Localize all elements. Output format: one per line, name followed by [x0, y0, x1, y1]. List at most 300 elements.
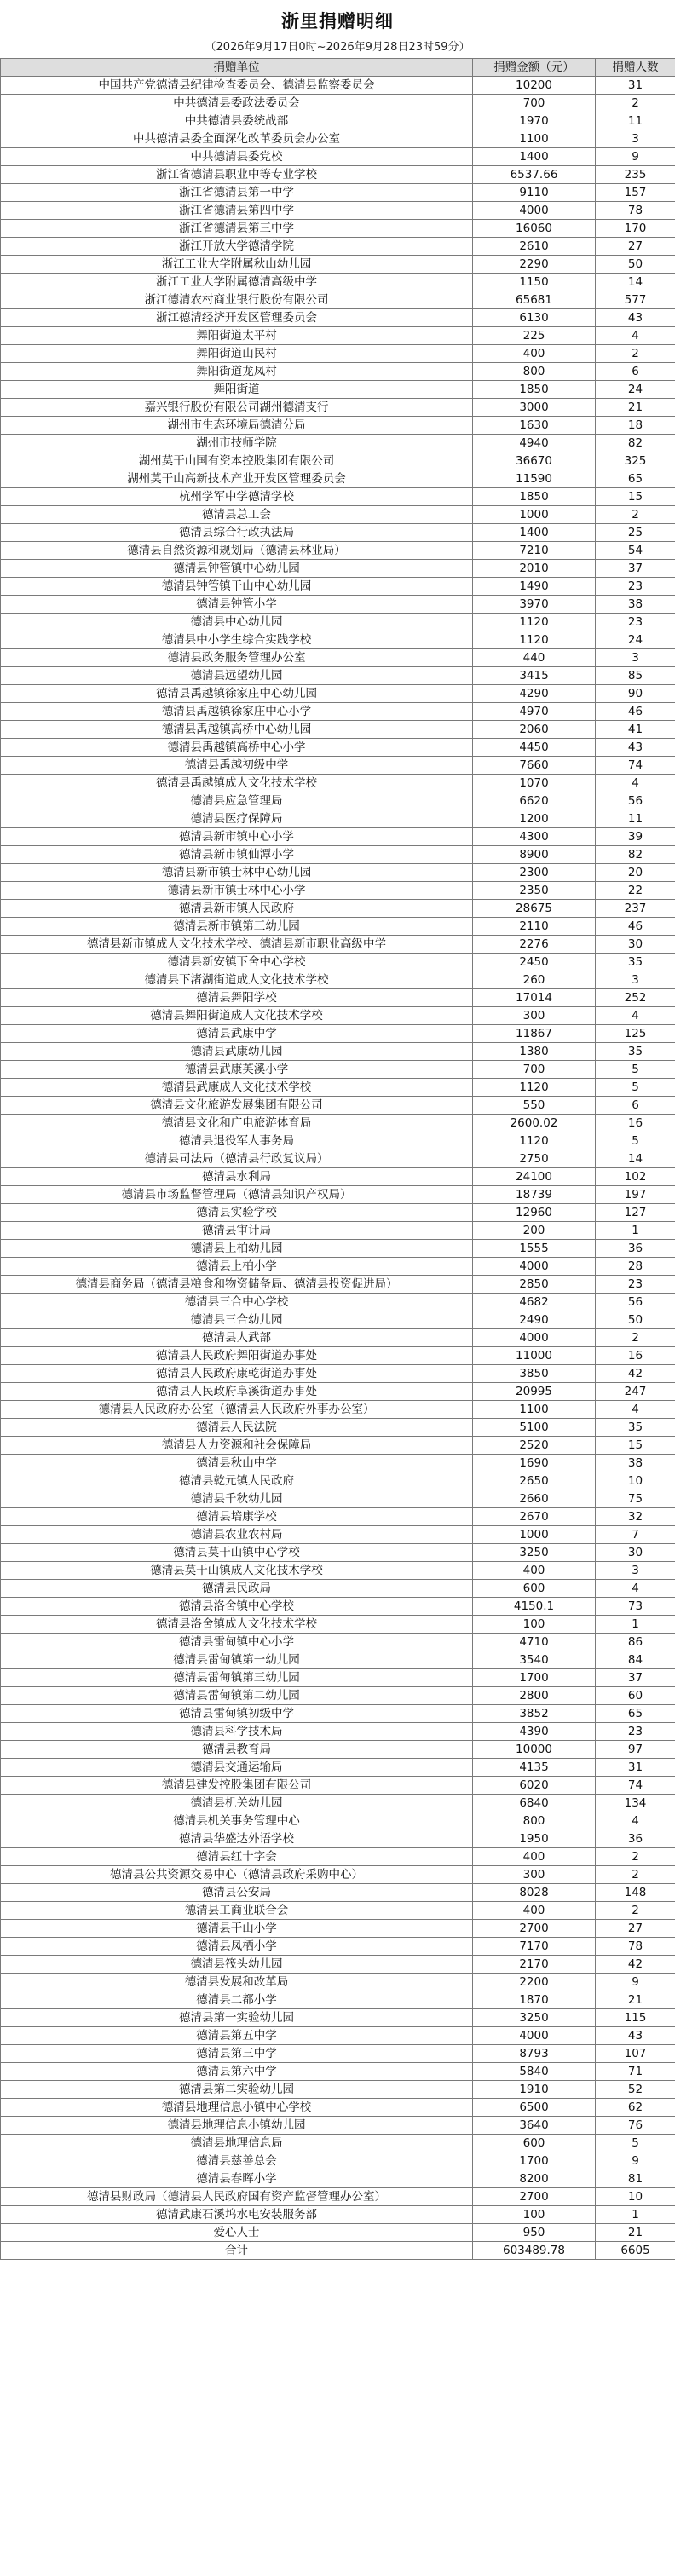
- donor-unit-cell: 浙江德清经济开发区管理委员会: [1, 309, 473, 327]
- table-row: [1, 2224, 675, 2242]
- donor-unit-cell: 德清县禹越镇高桥中心小学: [1, 739, 473, 757]
- donor-unit-cell: 德清县筏头幼儿园: [1, 1956, 473, 1974]
- donation-amount-cell: 4300: [473, 828, 596, 846]
- donor-unit-cell: 浙江开放大学德清学院: [1, 238, 473, 256]
- donation-amount-cell: 2520: [473, 1437, 596, 1455]
- donor-count-cell: 97: [596, 1741, 675, 1759]
- donor-unit-cell: 中共德清县委党校: [1, 148, 473, 166]
- donor-unit-cell: 德清县新市镇士林中心小学: [1, 882, 473, 900]
- donor-count-cell: 102: [596, 1168, 675, 1186]
- table-row: [1, 2099, 675, 2117]
- donor-count-cell: 235: [596, 166, 675, 184]
- donor-count-cell: 38: [596, 596, 675, 614]
- table-row: [1, 202, 675, 220]
- donor-count-cell: 4: [596, 775, 675, 792]
- donor-unit-cell: 德清县公共资源交易中心（德清县政府采购中心）: [1, 1866, 473, 1884]
- table-row: [1, 2063, 675, 2081]
- donor-unit-cell: 德清县工商业联合会: [1, 1902, 473, 1920]
- donor-unit-cell: 德清县远望幼儿园: [1, 667, 473, 685]
- donation-amount-cell: 4000: [473, 2027, 596, 2045]
- donor-count-cell: 134: [596, 1795, 675, 1812]
- table-row: [1, 1186, 675, 1204]
- table-row: [1, 2170, 675, 2188]
- table-row: [1, 2081, 675, 2099]
- donor-unit-cell: 德清县培康学校: [1, 1508, 473, 1526]
- donor-count-cell: 36: [596, 1240, 675, 1258]
- donation-amount-cell: 1400: [473, 148, 596, 166]
- donor-unit-cell: 德清县交通运输局: [1, 1759, 473, 1777]
- donor-unit-cell: 德清县钟管镇中心幼儿园: [1, 560, 473, 578]
- donation-amount-cell: 1100: [473, 1401, 596, 1419]
- donor-unit-cell: 舞阳街道山民村: [1, 345, 473, 363]
- donor-count-cell: 74: [596, 757, 675, 775]
- donation-amount-cell: 2600.02: [473, 1115, 596, 1132]
- donor-unit-cell: 中国共产党德清县纪律检查委员会、德清县监察委员会: [1, 77, 473, 95]
- table-row: [1, 148, 675, 166]
- donation-amount-cell: 2350: [473, 882, 596, 900]
- donor-count-cell: 4: [596, 1007, 675, 1025]
- donation-amount-cell: 300: [473, 1007, 596, 1025]
- donation-amount-cell: 2010: [473, 560, 596, 578]
- donor-unit-cell: 德清县政务服务管理办公室: [1, 649, 473, 667]
- donation-amount-cell: 4000: [473, 1258, 596, 1276]
- donor-unit-cell: 德清县红十字会: [1, 1848, 473, 1866]
- donor-unit-cell: 德清县第一实验幼儿园: [1, 2009, 473, 2027]
- table-row: [1, 1276, 675, 1294]
- donor-unit-cell: 德清县总工会: [1, 506, 473, 524]
- donation-amount-cell: 8200: [473, 2170, 596, 2188]
- table-row: [1, 1562, 675, 1580]
- table-row: [1, 1902, 675, 1920]
- donation-amount-cell: 1150: [473, 274, 596, 291]
- donor-unit-cell: 德清县新市镇人民政府: [1, 900, 473, 918]
- table-row: [1, 1848, 675, 1866]
- donation-amount-cell: 2110: [473, 918, 596, 936]
- table-row: [1, 417, 675, 435]
- donation-amount-cell: 1000: [473, 1526, 596, 1544]
- donor-unit-cell: 德清县综合行政执法局: [1, 524, 473, 542]
- donation-amount-cell: 3852: [473, 1705, 596, 1723]
- donor-count-cell: 10: [596, 1472, 675, 1490]
- table-row: [1, 1472, 675, 1490]
- donor-unit-cell: 德清县建发控股集团有限公司: [1, 1777, 473, 1795]
- donor-count-cell: 197: [596, 1186, 675, 1204]
- donor-unit-cell: 德清县乾元镇人民政府: [1, 1472, 473, 1490]
- donor-count-cell: 5: [596, 1079, 675, 1097]
- table-row: [1, 1508, 675, 1526]
- table-row: [1, 1723, 675, 1741]
- table-row: [1, 1759, 675, 1777]
- donor-count-cell: 2: [596, 1329, 675, 1347]
- donor-count-cell: 27: [596, 1920, 675, 1938]
- donor-unit-cell: 德清县教育局: [1, 1741, 473, 1759]
- donation-amount-cell: 4940: [473, 435, 596, 452]
- donation-amount-cell: 400: [473, 345, 596, 363]
- donation-amount-cell: 700: [473, 95, 596, 112]
- donor-count-cell: 37: [596, 560, 675, 578]
- donor-count-cell: 24: [596, 631, 675, 649]
- column-header-amount: 捐赠金额（元）: [473, 59, 596, 77]
- donor-count-cell: 2: [596, 1866, 675, 1884]
- donation-amount-cell: 100: [473, 2206, 596, 2224]
- table-row: [1, 2135, 675, 2152]
- donor-unit-cell: 德清县三合幼儿园: [1, 1311, 473, 1329]
- donor-unit-cell: 中共德清县委统战部: [1, 112, 473, 130]
- table-header-row: [1, 59, 675, 77]
- donor-unit-cell: 德清县科学技术局: [1, 1723, 473, 1741]
- donor-count-cell: 16: [596, 1347, 675, 1365]
- donor-unit-cell: 德清县公安局: [1, 1884, 473, 1902]
- table-row: [1, 220, 675, 238]
- table-row: [1, 1258, 675, 1276]
- donation-amount-cell: 4290: [473, 685, 596, 703]
- donation-amount-cell: 1400: [473, 524, 596, 542]
- donation-amount-cell: 1490: [473, 578, 596, 596]
- table-row: [1, 792, 675, 810]
- donor-unit-cell: 德清县禹越镇高桥中心幼儿园: [1, 721, 473, 739]
- donation-amount-cell: 3640: [473, 2117, 596, 2135]
- column-header-unit: 捐赠单位: [1, 59, 473, 77]
- table-row: [1, 685, 675, 703]
- table-row: [1, 363, 675, 381]
- table-row: [1, 882, 675, 900]
- donation-amount-cell: 1870: [473, 1991, 596, 2009]
- donor-unit-cell: 德清县民政局: [1, 1580, 473, 1598]
- donor-unit-cell: 德清县应急管理局: [1, 792, 473, 810]
- donation-amount-cell: 1700: [473, 1669, 596, 1687]
- donor-unit-cell: 湖州莫干山高新技术产业开发区管理委员会: [1, 470, 473, 488]
- donor-count-cell: 43: [596, 739, 675, 757]
- table-row: [1, 2152, 675, 2170]
- donor-count-cell: 84: [596, 1651, 675, 1669]
- donor-unit-cell: 浙江工业大学附属德清高级中学: [1, 274, 473, 291]
- donation-amount-cell: 4682: [473, 1294, 596, 1311]
- donor-unit-cell: 德清县第二实验幼儿园: [1, 2081, 473, 2099]
- donation-amount-cell: 2490: [473, 1311, 596, 1329]
- table-row: [1, 1777, 675, 1795]
- donor-count-cell: 62: [596, 2099, 675, 2117]
- donation-amount-cell: 11867: [473, 1025, 596, 1043]
- donor-count-cell: 39: [596, 828, 675, 846]
- table-row: [1, 1168, 675, 1186]
- donation-amount-cell: 5840: [473, 2063, 596, 2081]
- donor-count-cell: 6: [596, 1097, 675, 1115]
- donor-count-cell: 23: [596, 578, 675, 596]
- donation-amount-cell: 2650: [473, 1472, 596, 1490]
- donor-unit-cell: 德清县武康英溪小学: [1, 1061, 473, 1079]
- table-row: [1, 667, 675, 685]
- donation-amount-cell: 20995: [473, 1383, 596, 1401]
- donation-amount-cell: 2300: [473, 864, 596, 882]
- donation-amount-cell: 4390: [473, 1723, 596, 1741]
- donation-amount-cell: 1120: [473, 614, 596, 631]
- donor-unit-cell: 德清县洛舍镇中心学校: [1, 1598, 473, 1616]
- table-row: [1, 166, 675, 184]
- donor-unit-cell: 德清县退役军人事务局: [1, 1132, 473, 1150]
- table-row: [1, 936, 675, 954]
- table-row: [1, 1383, 675, 1401]
- table-row: [1, 1311, 675, 1329]
- table-row: [1, 524, 675, 542]
- table-row: [1, 1795, 675, 1812]
- table-row: [1, 1991, 675, 2009]
- donor-count-cell: 43: [596, 2027, 675, 2045]
- total-count-cell: 6605: [596, 2242, 675, 2260]
- donor-unit-cell: 浙江省德清县第三中学: [1, 220, 473, 238]
- donor-unit-cell: 德清县发展和改革局: [1, 1974, 473, 1991]
- donor-count-cell: 148: [596, 1884, 675, 1902]
- donor-count-cell: 35: [596, 1043, 675, 1061]
- table-row: [1, 112, 675, 130]
- donation-amount-cell: 8900: [473, 846, 596, 864]
- table-row: [1, 596, 675, 614]
- table-row: [1, 631, 675, 649]
- donation-amount-cell: 16060: [473, 220, 596, 238]
- donor-count-cell: 3: [596, 971, 675, 989]
- table-row: [1, 1490, 675, 1508]
- donor-unit-cell: 浙江省德清县第四中学: [1, 202, 473, 220]
- donation-amount-cell: 400: [473, 1848, 596, 1866]
- table-row: [1, 739, 675, 757]
- donation-amount-cell: 3415: [473, 667, 596, 685]
- donor-count-cell: 23: [596, 614, 675, 631]
- donor-unit-cell: 舞阳街道龙凤村: [1, 363, 473, 381]
- donor-count-cell: 31: [596, 1759, 675, 1777]
- donor-count-cell: 5: [596, 1132, 675, 1150]
- table-row: [1, 542, 675, 560]
- donor-unit-cell: 德清县司法局（德清县行政复议局）: [1, 1150, 473, 1168]
- table-row: [1, 1974, 675, 1991]
- donation-amount-cell: 1630: [473, 417, 596, 435]
- donor-unit-cell: 德清县第六中学: [1, 2063, 473, 2081]
- donor-unit-cell: 德清县人民政府舞阳街道办事处: [1, 1347, 473, 1365]
- table-row: [1, 578, 675, 596]
- donor-count-cell: 577: [596, 291, 675, 309]
- table-row: [1, 1329, 675, 1347]
- donation-amount-cell: 950: [473, 2224, 596, 2242]
- table-row: [1, 1884, 675, 1902]
- table-row: [1, 1526, 675, 1544]
- donation-amount-cell: 6840: [473, 1795, 596, 1812]
- donation-amount-cell: 4450: [473, 739, 596, 757]
- table-row: [1, 1687, 675, 1705]
- table-row: [1, 1920, 675, 1938]
- donor-unit-cell: 德清县武康成人文化技术学校: [1, 1079, 473, 1097]
- table-row: [1, 381, 675, 399]
- table-row: [1, 1938, 675, 1956]
- donation-amount-cell: 260: [473, 971, 596, 989]
- donation-amount-cell: 1950: [473, 1830, 596, 1848]
- donor-unit-cell: 杭州学军中学德清学校: [1, 488, 473, 506]
- donor-count-cell: 52: [596, 2081, 675, 2099]
- donation-amount-cell: 2170: [473, 1956, 596, 1974]
- donor-count-cell: 247: [596, 1383, 675, 1401]
- donor-count-cell: 54: [596, 542, 675, 560]
- donor-count-cell: 90: [596, 685, 675, 703]
- donation-amount-cell: 1120: [473, 1079, 596, 1097]
- table-row: [1, 971, 675, 989]
- donor-count-cell: 3: [596, 1562, 675, 1580]
- table-row: [1, 470, 675, 488]
- donor-count-cell: 6: [596, 363, 675, 381]
- donation-amount-cell: 65681: [473, 291, 596, 309]
- donor-unit-cell: 德清县商务局（德清县粮食和物资储备局、德清县投资促进局）: [1, 1276, 473, 1294]
- donor-count-cell: 170: [596, 220, 675, 238]
- donation-amount-cell: 4000: [473, 1329, 596, 1347]
- donor-count-cell: 21: [596, 1991, 675, 2009]
- donor-unit-cell: 爱心人士: [1, 2224, 473, 2242]
- table-row: [1, 435, 675, 452]
- donor-count-cell: 1: [596, 1616, 675, 1634]
- table-row: [1, 864, 675, 882]
- donor-count-cell: 18: [596, 417, 675, 435]
- donor-count-cell: 9: [596, 2152, 675, 2170]
- donor-unit-cell: 德清县人民政府康乾街道办事处: [1, 1365, 473, 1383]
- donor-unit-cell: 德清县上柏幼儿园: [1, 1240, 473, 1258]
- donor-count-cell: 60: [596, 1687, 675, 1705]
- donor-unit-cell: 德清县雷甸镇初级中学: [1, 1705, 473, 1723]
- donation-amount-cell: 1690: [473, 1455, 596, 1472]
- donor-count-cell: 21: [596, 2224, 675, 2242]
- donor-count-cell: 20: [596, 864, 675, 882]
- donor-unit-cell: 德清县雷甸镇第一幼儿园: [1, 1651, 473, 1669]
- donor-unit-cell: 德清县钟管镇干山中心幼儿园: [1, 578, 473, 596]
- donor-count-cell: 115: [596, 2009, 675, 2027]
- donor-unit-cell: 德清县干山小学: [1, 1920, 473, 1938]
- donor-unit-cell: 德清县舞阳街道成人文化技术学校: [1, 1007, 473, 1025]
- donation-amount-cell: 550: [473, 1097, 596, 1115]
- table-row: [1, 649, 675, 667]
- donation-amount-cell: 2670: [473, 1508, 596, 1526]
- donor-count-cell: 4: [596, 1812, 675, 1830]
- donor-unit-cell: 德清县人民政府办公室（德清县人民政府外事办公室）: [1, 1401, 473, 1419]
- donor-unit-cell: 湖州市技师学院: [1, 435, 473, 452]
- donor-unit-cell: 嘉兴银行股份有限公司湖州德清支行: [1, 399, 473, 417]
- donor-count-cell: 127: [596, 1204, 675, 1222]
- donor-unit-cell: 德清县机关幼儿园: [1, 1795, 473, 1812]
- table-row: [1, 1025, 675, 1043]
- donation-amount-cell: 2700: [473, 2188, 596, 2206]
- donor-count-cell: 237: [596, 900, 675, 918]
- donor-unit-cell: 湖州莫干山国有资本控股集团有限公司: [1, 452, 473, 470]
- donor-unit-cell: 德清县中小学生综合实践学校: [1, 631, 473, 649]
- donor-unit-cell: 德清县文化和广电旅游体育局: [1, 1115, 473, 1132]
- table-row: [1, 1097, 675, 1115]
- total-row: [1, 2242, 675, 2260]
- table-row: [1, 1294, 675, 1311]
- donor-count-cell: 9: [596, 1974, 675, 1991]
- donor-count-cell: 9: [596, 148, 675, 166]
- donor-unit-cell: 德清县中心幼儿园: [1, 614, 473, 631]
- column-header-count: 捐赠人数: [596, 59, 675, 77]
- donation-amount-cell: 6130: [473, 309, 596, 327]
- donation-amount-cell: 700: [473, 1061, 596, 1079]
- donor-unit-cell: 德清县禹越镇徐家庄中心幼儿园: [1, 685, 473, 703]
- table-row: [1, 1651, 675, 1669]
- donor-unit-cell: 德清县农业农村局: [1, 1526, 473, 1544]
- table-row: [1, 1061, 675, 1079]
- donor-unit-cell: 德清县秋山中学: [1, 1455, 473, 1472]
- donor-count-cell: 30: [596, 936, 675, 954]
- donor-count-cell: 21: [596, 399, 675, 417]
- donation-amount-cell: 1850: [473, 488, 596, 506]
- donor-unit-cell: 德清县二都小学: [1, 1991, 473, 2009]
- donor-count-cell: 74: [596, 1777, 675, 1795]
- donor-count-cell: 65: [596, 470, 675, 488]
- table-row: [1, 238, 675, 256]
- donation-amount-cell: 12960: [473, 1204, 596, 1222]
- donor-unit-cell: 德清县新市镇士林中心幼儿园: [1, 864, 473, 882]
- donation-table: [0, 58, 675, 2260]
- donor-count-cell: 7: [596, 1526, 675, 1544]
- table-row: [1, 810, 675, 828]
- donor-count-cell: 37: [596, 1669, 675, 1687]
- donation-amount-cell: 2200: [473, 1974, 596, 1991]
- table-row: [1, 1437, 675, 1455]
- donor-count-cell: 42: [596, 1956, 675, 1974]
- date-range-subtitle: （2026年9月17日0时~2026年9月28日23时59分）: [205, 41, 470, 54]
- table-row: [1, 703, 675, 721]
- donation-amount-cell: 10000: [473, 1741, 596, 1759]
- donation-amount-cell: 600: [473, 2135, 596, 2152]
- table-row: [1, 900, 675, 918]
- donor-count-cell: 14: [596, 274, 675, 291]
- table-row: [1, 1347, 675, 1365]
- donor-unit-cell: 德清县雷甸镇中心小学: [1, 1634, 473, 1651]
- donor-count-cell: 35: [596, 1419, 675, 1437]
- donation-amount-cell: 800: [473, 363, 596, 381]
- total-amount-cell: 603489.78: [473, 2242, 596, 2260]
- table-row: [1, 2009, 675, 2027]
- donor-count-cell: 125: [596, 1025, 675, 1043]
- donor-count-cell: 14: [596, 1150, 675, 1168]
- donor-count-cell: 2: [596, 345, 675, 363]
- donation-amount-cell: 4000: [473, 202, 596, 220]
- donation-amount-cell: 3970: [473, 596, 596, 614]
- donation-amount-cell: 4150.1: [473, 1598, 596, 1616]
- table-row: [1, 95, 675, 112]
- donor-unit-cell: 德清县舞阳学校: [1, 989, 473, 1007]
- donor-count-cell: 78: [596, 1938, 675, 1956]
- table-row: [1, 614, 675, 631]
- donor-count-cell: 30: [596, 1544, 675, 1562]
- donor-count-cell: 16: [596, 1115, 675, 1132]
- table-row: [1, 130, 675, 148]
- donor-count-cell: 32: [596, 1508, 675, 1526]
- donation-amount-cell: 7210: [473, 542, 596, 560]
- donation-amount-cell: 2850: [473, 1276, 596, 1294]
- donor-unit-cell: 德清县人民法院: [1, 1419, 473, 1437]
- table-row: [1, 345, 675, 363]
- table-row: [1, 1079, 675, 1097]
- table-row: [1, 846, 675, 864]
- donor-unit-cell: 德清县第五中学: [1, 2027, 473, 2045]
- donor-count-cell: 22: [596, 882, 675, 900]
- donor-unit-cell: 德清县新市镇仙潭小学: [1, 846, 473, 864]
- donation-amount-cell: 400: [473, 1902, 596, 1920]
- donor-unit-cell: 浙江省德清县职业中等专业学校: [1, 166, 473, 184]
- donor-count-cell: 325: [596, 452, 675, 470]
- donation-amount-cell: 1380: [473, 1043, 596, 1061]
- donor-unit-cell: 德清县凤栖小学: [1, 1938, 473, 1956]
- donor-unit-cell: 舞阳街道太平村: [1, 327, 473, 345]
- donation-amount-cell: 1070: [473, 775, 596, 792]
- donor-count-cell: 11: [596, 810, 675, 828]
- table-row: [1, 452, 675, 470]
- donor-count-cell: 10: [596, 2188, 675, 2206]
- donor-count-cell: 50: [596, 1311, 675, 1329]
- donor-count-cell: 2: [596, 1848, 675, 1866]
